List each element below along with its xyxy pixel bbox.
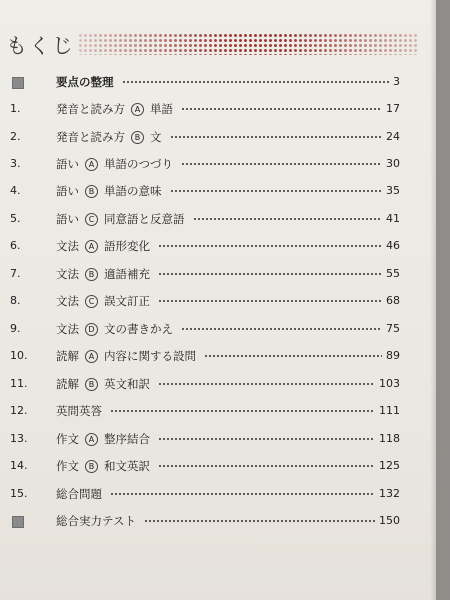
- dot-leader: [144, 520, 375, 522]
- toc-subtitle: 単語の意味: [104, 184, 162, 198]
- toc-subtitle: 文の書きかえ: [104, 322, 173, 336]
- square-marker-icon: [12, 516, 24, 528]
- toc-page-number: 75: [386, 322, 400, 335]
- dot-leader: [110, 410, 375, 412]
- toc-page-number: 118: [379, 432, 400, 445]
- toc-entry: [0, 374, 410, 394]
- toc-entry-number: 1.: [10, 102, 21, 115]
- toc-entry-number: 2.: [10, 130, 21, 143]
- page-title: もくじ: [6, 34, 75, 58]
- square-marker-icon: [12, 77, 24, 89]
- toc-entry: [0, 319, 410, 339]
- toc-page-number: 125: [379, 459, 400, 472]
- toc-category: 語い: [56, 212, 79, 226]
- toc-page-number: 103: [379, 377, 400, 390]
- toc-entry-title: [56, 511, 140, 531]
- toc-page-number: 24: [386, 130, 400, 143]
- section-letter-badge: C: [85, 213, 98, 226]
- dot-leader: [181, 328, 382, 330]
- toc-entry: [0, 72, 410, 92]
- toc-category: 文法: [56, 267, 79, 281]
- toc-subtitle: 英文和訳: [104, 377, 150, 391]
- section-letter-badge: A: [85, 240, 98, 253]
- toc-entry-title: [56, 72, 118, 92]
- toc-entry-number: 13.: [10, 432, 28, 445]
- toc-entry-number: 12.: [10, 404, 28, 417]
- toc-entry-title: [56, 401, 106, 421]
- section-letter-badge: B: [131, 131, 144, 144]
- dot-leader: [181, 163, 382, 165]
- toc-entry-number: 5.: [10, 212, 21, 225]
- section-letter-badge: B: [85, 460, 98, 473]
- toc-category: 作文: [56, 459, 79, 473]
- toc-entry-number: 3.: [10, 157, 21, 170]
- toc-entry: [0, 456, 410, 476]
- toc-entry: [0, 346, 410, 366]
- toc-category: 読解: [56, 377, 79, 391]
- toc-category: 文法: [56, 322, 79, 336]
- toc-entry-number: 8.: [10, 294, 21, 307]
- toc-subtitle: 同意語と反意語: [104, 212, 185, 226]
- toc-page-number: 111: [379, 404, 400, 417]
- toc-category: 文法: [56, 239, 79, 253]
- toc-entry-number: 6.: [10, 239, 21, 252]
- toc-page-number: 68: [386, 294, 400, 307]
- toc-entry: [0, 99, 410, 119]
- toc-page-number: 3: [393, 75, 400, 88]
- section-letter-badge: B: [85, 268, 98, 281]
- toc-entry-title: [56, 374, 154, 394]
- section-letter-badge: A: [85, 350, 98, 363]
- dot-leader: [170, 136, 382, 138]
- section-letter-badge: A: [85, 433, 98, 446]
- toc-entry-title: [56, 429, 154, 449]
- toc-entry: [0, 154, 410, 174]
- toc-subtitle: 内容に関する設問: [104, 349, 196, 363]
- toc-page-number: 55: [386, 267, 400, 280]
- toc-entry: [0, 401, 410, 421]
- toc-subtitle: 文: [150, 130, 162, 144]
- toc-subtitle: 語形変化: [104, 239, 150, 253]
- toc-category: 読解: [56, 349, 79, 363]
- toc-entry: [0, 484, 410, 504]
- toc-entry-number: 14.: [10, 459, 28, 472]
- toc-entry: [0, 429, 410, 449]
- toc-entry-title: [56, 209, 189, 229]
- toc-entry-title: [56, 484, 106, 504]
- toc-entry: [0, 236, 410, 256]
- section-letter-badge: A: [85, 158, 98, 171]
- toc-subtitle: 整序結合: [104, 432, 150, 446]
- toc-category: 語い: [56, 157, 79, 171]
- toc-entry-title: [56, 181, 166, 201]
- toc-page-number: 30: [386, 157, 400, 170]
- toc-entry-number: 15.: [10, 487, 28, 500]
- toc-entry: [0, 511, 410, 531]
- toc-entry: [0, 264, 410, 284]
- toc-entry-title: [56, 154, 177, 174]
- toc-entry: [0, 127, 410, 147]
- toc-entry: [0, 209, 410, 229]
- section-letter-badge: C: [85, 295, 98, 308]
- toc-entry-number: 10.: [10, 349, 28, 362]
- toc-entry-title: [56, 99, 177, 119]
- toc-subtitle: 単語: [150, 102, 173, 116]
- section-letter-badge: A: [131, 103, 144, 116]
- dot-leader: [110, 493, 375, 495]
- dot-leader: [158, 300, 382, 302]
- dot-leader: [158, 273, 382, 275]
- toc-page-number: 89: [386, 349, 400, 362]
- toc-subtitle: 誤文訂正: [104, 294, 150, 308]
- toc-entry-title: [56, 319, 177, 339]
- toc-entry-title: [56, 127, 166, 147]
- toc-subtitle: 適語補充: [104, 267, 150, 281]
- dot-leader: [158, 438, 375, 440]
- toc-subtitle: 和文英訳: [104, 459, 150, 473]
- toc-entry-number: 9.: [10, 322, 21, 335]
- halftone-dot-band: [78, 33, 418, 55]
- section-letter-badge: B: [85, 185, 98, 198]
- toc-category: 文法: [56, 294, 79, 308]
- toc-subtitle: 単語のつづり: [104, 157, 173, 171]
- dot-leader: [193, 218, 382, 220]
- toc-entry-title: [56, 456, 154, 476]
- toc-page-number: 41: [386, 212, 400, 225]
- toc-entry-number: 11.: [10, 377, 28, 390]
- toc-category: 作文: [56, 432, 79, 446]
- toc-category: 発音と読み方: [56, 130, 125, 144]
- toc-category: 英問英答: [56, 404, 102, 418]
- dot-leader: [204, 355, 382, 357]
- section-letter-badge: B: [85, 378, 98, 391]
- dot-leader: [170, 190, 382, 192]
- toc-entry-title: [56, 264, 154, 284]
- toc-entry-title: [56, 346, 200, 366]
- toc-entry: [0, 181, 410, 201]
- toc-category: 語い: [56, 184, 79, 198]
- toc-entry-number: 7.: [10, 267, 21, 280]
- toc-page-number: 150: [379, 514, 400, 527]
- toc-page-number: 35: [386, 184, 400, 197]
- dot-leader: [181, 108, 382, 110]
- toc-entry: [0, 291, 410, 311]
- dot-leader: [122, 81, 389, 83]
- section-letter-badge: D: [85, 323, 98, 336]
- toc-entry-number: 4.: [10, 184, 21, 197]
- toc-entry-title: [56, 291, 154, 311]
- contents-header: [6, 22, 426, 62]
- toc-category: 発音と読み方: [56, 102, 125, 116]
- dot-leader: [158, 465, 375, 467]
- toc-page-number: 46: [386, 239, 400, 252]
- toc-page-number: 17: [386, 102, 400, 115]
- toc-category: 要点の整理: [56, 75, 114, 89]
- dot-leader: [158, 383, 375, 385]
- dot-leader: [158, 245, 382, 247]
- toc-page-number: 132: [379, 487, 400, 500]
- toc-entry-title: [56, 236, 154, 256]
- toc-category: 総合実力テスト: [56, 514, 137, 528]
- toc-category: 総合問題: [56, 487, 102, 501]
